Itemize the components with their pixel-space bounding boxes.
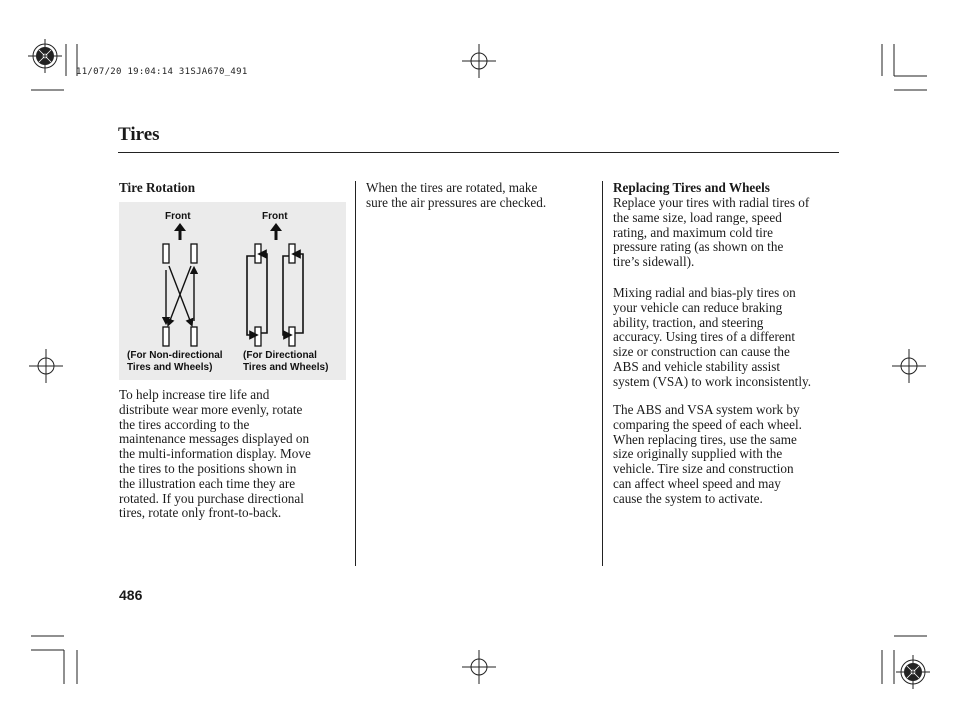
replacing-tires-paragraph-3: The ABS and VSA system work by comparing the speed of each wheel. When replacing tires, use the same size originally supplied with the vehicle. Tire size and construction can affect wheel speed and may cause the system to activate. — [613, 402, 802, 506]
front-label-right: Front — [262, 211, 288, 222]
tire-rotation-illustration — [119, 202, 346, 380]
replacing-tires-heading: Replacing Tires and Wheels — [613, 180, 770, 195]
caption-non-directional: (For Non-directional Tires and Wheels) — [127, 350, 223, 373]
tire-rotation-heading: Tire Rotation — [119, 180, 196, 195]
registration-target-bottom — [462, 650, 496, 684]
registration-target-left — [29, 349, 63, 383]
replacing-tires-paragraph-2: Mixing radial and bias-ply tires on your vehicle can reduce braking ability, traction, and steering accuracy. Using tires of a different size or construction can cause the ABS and vehicle stability assist system (VSA) to work inconsistently. — [613, 285, 812, 389]
directional-arrows — [247, 254, 303, 335]
column-divider-right — [602, 181, 603, 566]
title-rule — [118, 152, 839, 153]
directional-pattern — [255, 244, 295, 346]
page-number: 486 — [119, 587, 143, 603]
print-stamp: 11/07/20 19:04:14 31SJA670_491 — [76, 67, 248, 77]
registration-target-top — [462, 44, 496, 78]
non-directional-arrows — [166, 266, 194, 323]
replacing-tires-paragraph-1: Replace your tires with radial tires of the same size, load range, speed rating, and maximum cold tire pressure rating (as shown on the tire’s sidewall). — [613, 195, 810, 270]
registration-target-right — [892, 349, 926, 383]
front-arrow-left-icon — [174, 223, 186, 240]
section-title: Tires — [118, 124, 160, 145]
starburst-target-top-left — [28, 39, 62, 73]
starburst-target-bottom-right — [896, 655, 930, 689]
tire-rotation-paragraph: To help increase tire life and distribute wear more evenly, rotate the tires according to the maintenance messages displayed on the multi-information display. Move the tires to the positions shown in the illustration each time they are rotated. If you purchase directional tires, rotate only front-to-back. — [119, 387, 311, 521]
air-pressure-paragraph: When the tires are rotated, make sure the air pressures are checked. — [366, 180, 547, 210]
front-arrow-right-icon — [270, 223, 282, 240]
caption-directional: (For Directional Tires and Wheels) — [243, 350, 329, 373]
column-divider-left — [355, 181, 356, 566]
front-label-left: Front — [165, 211, 191, 222]
